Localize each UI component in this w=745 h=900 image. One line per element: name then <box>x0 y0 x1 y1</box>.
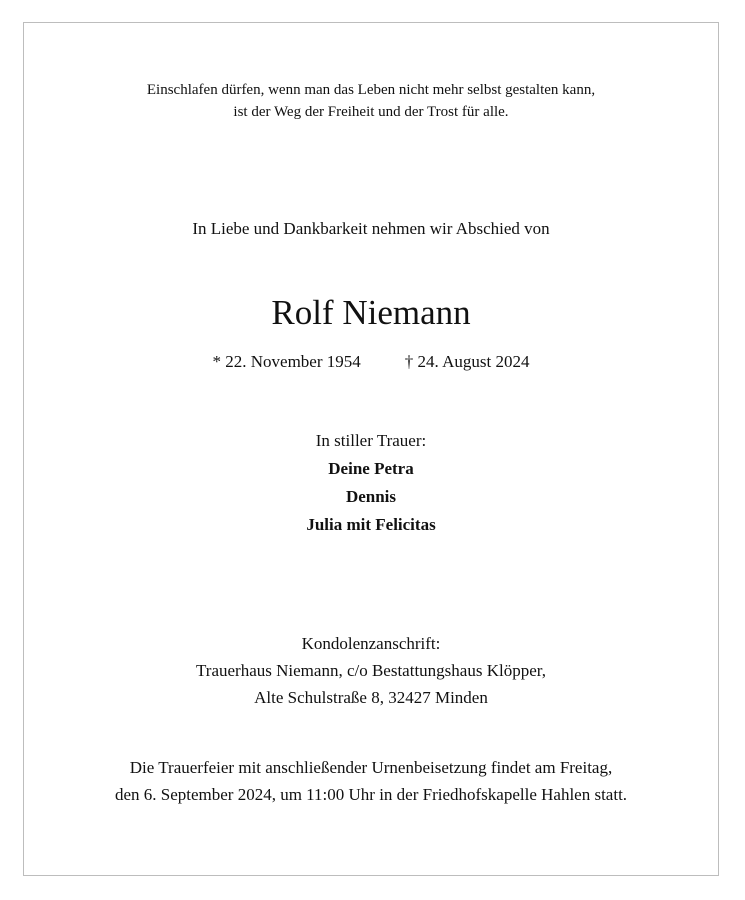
mourners-heading: In stiller Trauer: <box>315 431 427 450</box>
intro-text: In Liebe und Dankbarkeit nehmen wir Abschied von <box>192 219 550 238</box>
death-date: † 24. August 2024 <box>404 352 530 371</box>
condolence-address-line-1: Trauerhaus Niemann, c/o Bestattungshaus Klöpper, <box>196 661 546 680</box>
mourner-name: Julia mit Felicitas <box>306 515 436 534</box>
mourner-name: Dennis <box>345 487 397 506</box>
condolence-address-line-2: Alte Schulstraße 8, 32427 Minden <box>254 688 488 707</box>
motto-line-1: Einschlafen dürfen, wenn man das Leben nicht mehr selbst gestalten kann, <box>146 82 596 98</box>
deceased-name: Rolf Niemann <box>271 293 471 332</box>
motto-line-2: ist der Weg der Freiheit und der Trost für alle. <box>233 104 509 120</box>
life-dates <box>23 352 719 372</box>
ceremony-line-2: den 6. September 2024, um 11:00 Uhr in der Friedhofskapelle Hahlen statt. <box>114 785 628 804</box>
birth-date: * 22. November 1954 <box>212 352 361 371</box>
condolence-heading: Kondolenzanschrift: <box>301 634 441 653</box>
mourner-name: Deine Petra <box>328 459 414 478</box>
ceremony-line-1: Die Trauerfeier mit anschließender Urnenbeisetzung findet am Freitag, <box>129 758 613 777</box>
